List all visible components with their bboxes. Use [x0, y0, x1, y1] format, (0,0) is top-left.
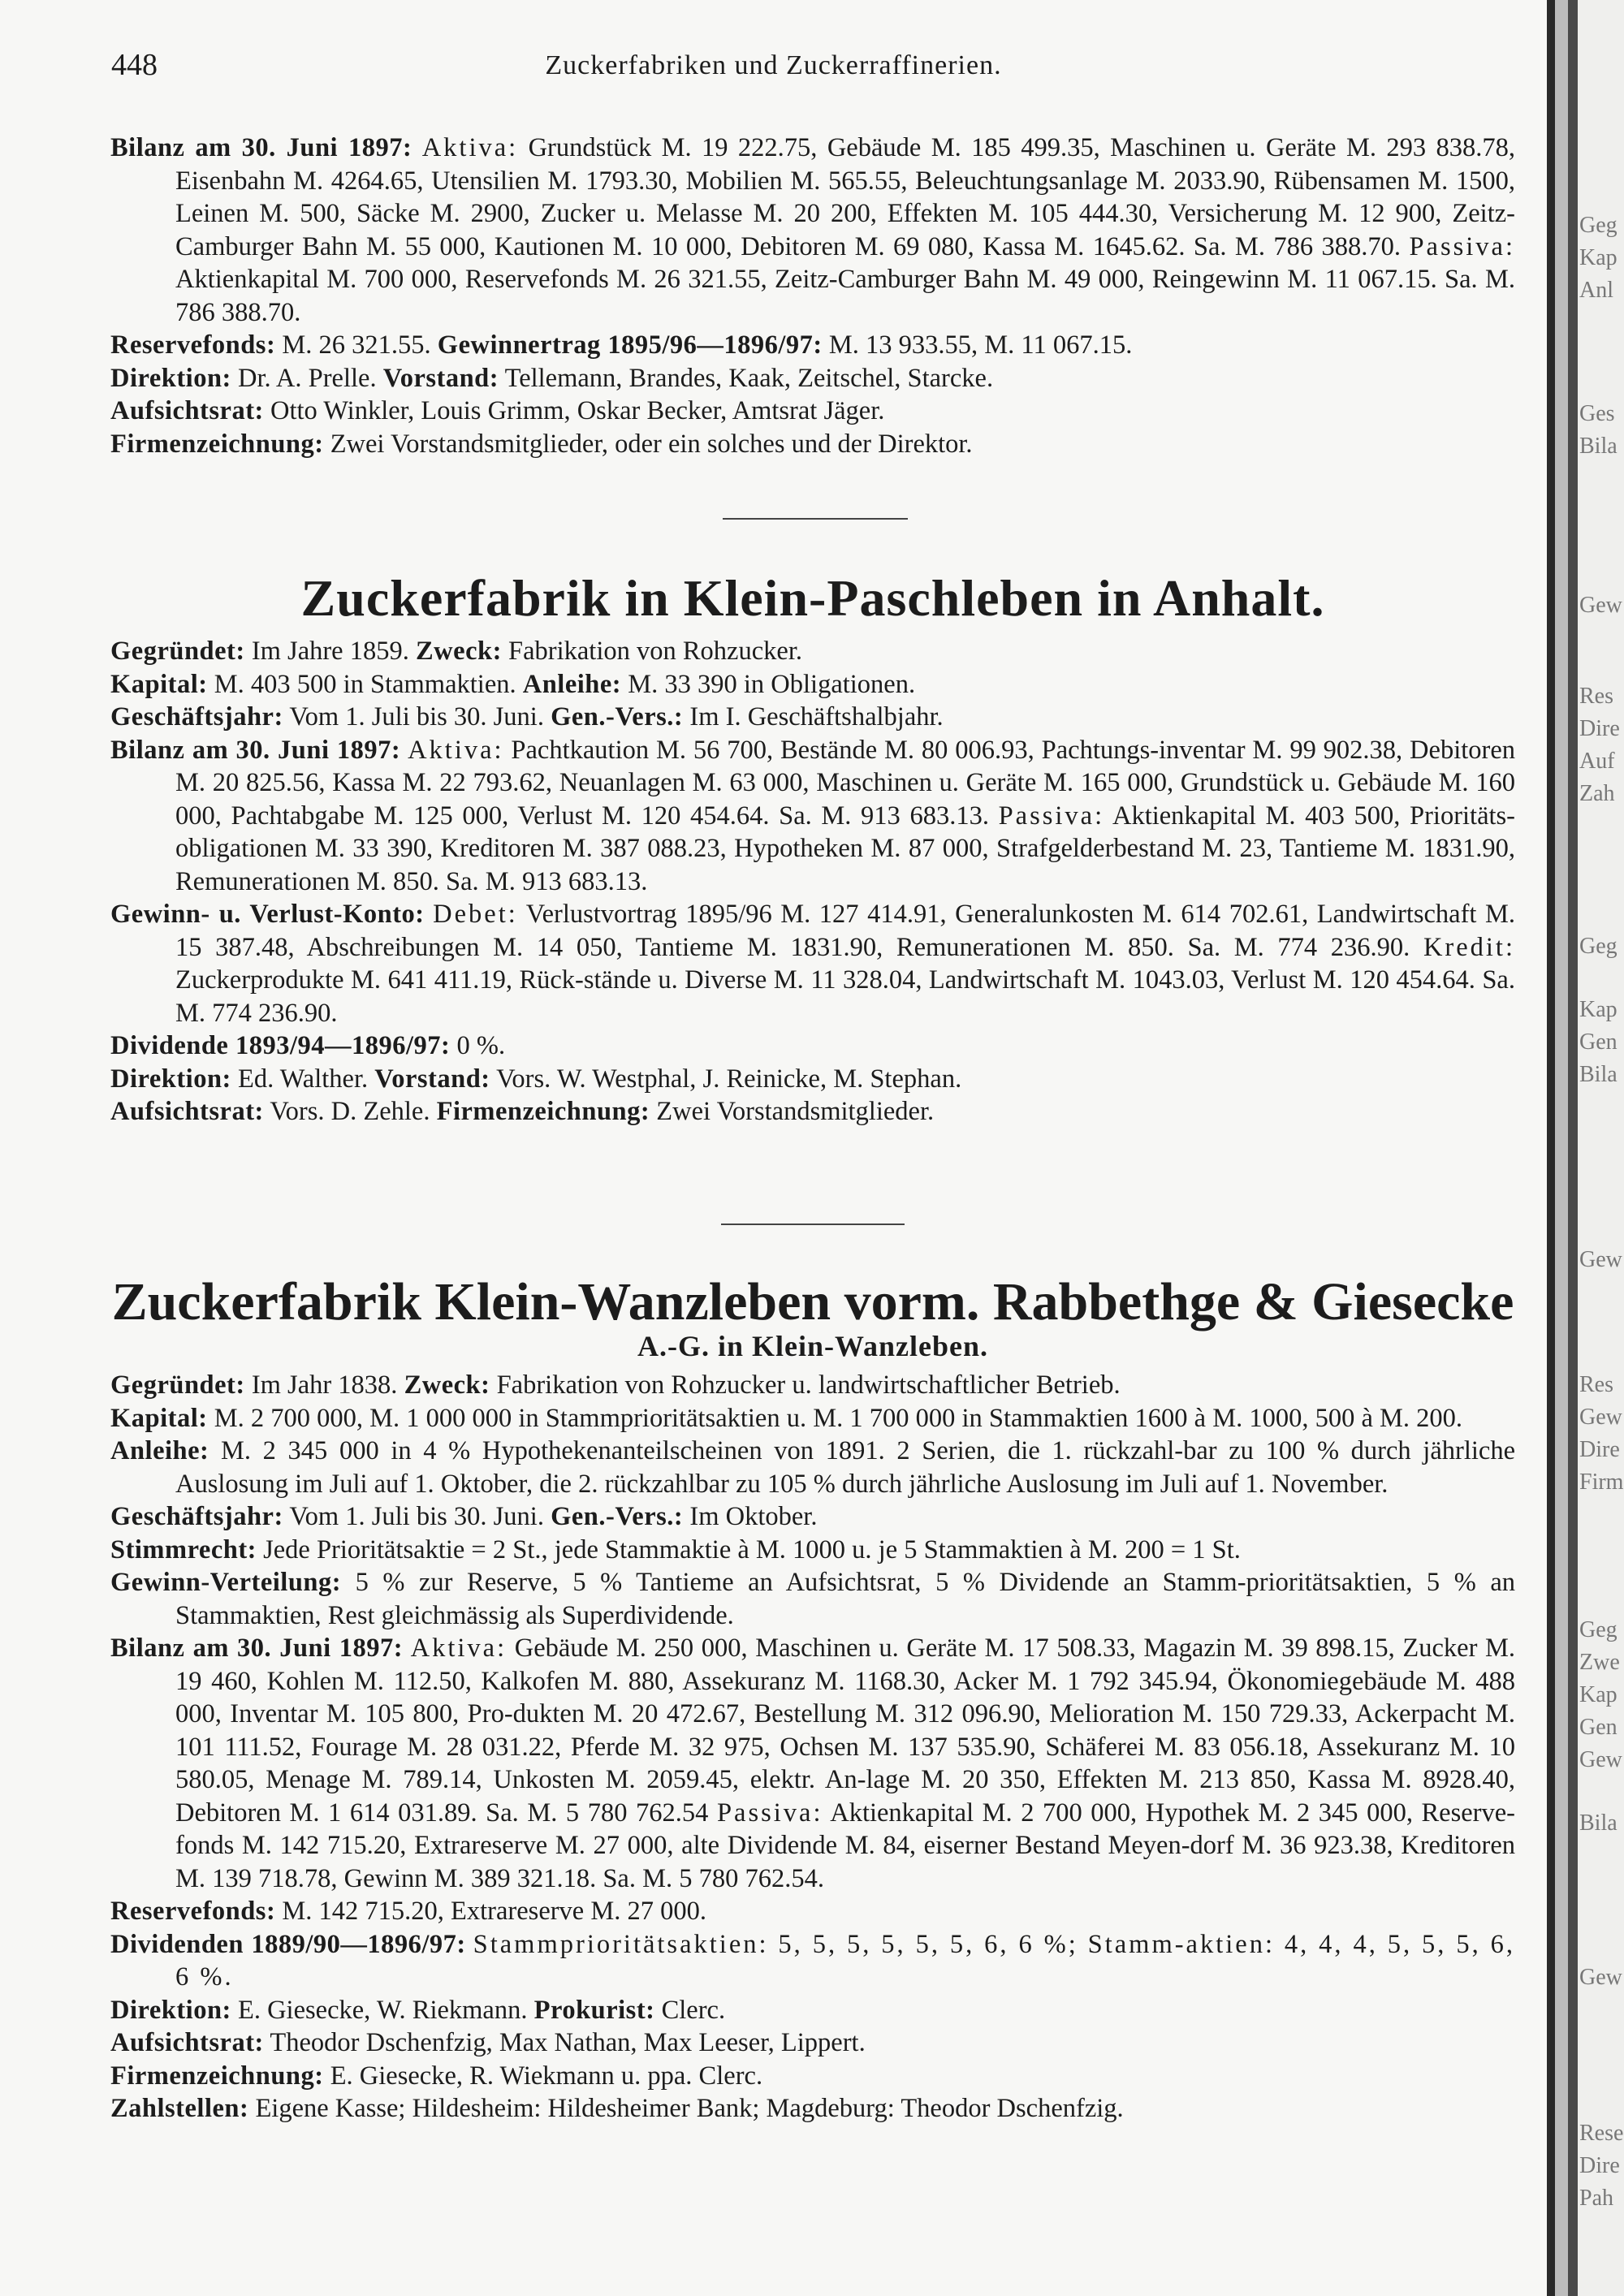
neighbor-fragment: Gew: [1579, 1747, 1622, 1772]
section-klein-paschleben: [110, 635, 1515, 1129]
neighbor-fragment: Gew: [1579, 593, 1622, 618]
page-gutter-shadow: [1547, 0, 1555, 2296]
bilanz-entry: Bilanz am 30. Juni 1897: Aktiva: Grundstück M. 19 222.75, Gebäude M. 185 499.35, Maschinen u. Geräte M. 293 838.78, Eisenbahn M. 4264.65, Utensilien M. 1793.30, Mobilien M. 565.55, Beleuchtungsanlage M. 2033.90, Rübensamen M. 1500, Leinen M. 500, Säcke M. 2900, Zucker u. Melasse M. 20 200, Effekten M. 105 444.30, Versicherung M. 12 900, Zeitz-Camburger Bahn M. 55 000, Kautionen M. 10 000, Debitoren M. 69 080, Kassa M. 1645.62. Sa. M. 786 388.70. Passiva: Aktienkapital M. 700 000, Reservefonds M. 26 321.55, Zeitz-Camburger Bahn M. 49 000, Reingewinn M. 11 067.15. Sa. M. 786 388.70.: [110, 133, 1516, 327]
aufsichtsrat-entry: Aufsichtsrat: Theodor Dschenfzig, Max Nathan, Max Leeser, Lippert.: [110, 2028, 866, 2057]
neighbor-fragment: Zah: [1579, 781, 1615, 806]
neighbor-fragment: Pah: [1579, 2186, 1613, 2211]
gewinnverteilung-entry: Gewinn-Verteilung: 5 % zur Reserve, 5 % Tantieme an Aufsichtsrat, 5 % Dividende an Stamm-prioritätsaktien, 5 % an Stammaktien, Rest gleichmässig als Superdividende.: [110, 1568, 1515, 1630]
neighbor-fragment: Bila: [1579, 1810, 1618, 1836]
dividende-entry: Dividende 1893/94—1896/97: 0 %.: [110, 1031, 506, 1060]
neighbor-fragment: Gen: [1579, 1715, 1618, 1740]
stimmrecht-entry: Stimmrecht: Jede Prioritätsaktie = 2 St., jede Stammaktie à M. 1000 u. je 5 Stammaktien à M. 200 = 1 St.: [110, 1534, 1241, 1564]
anleihe-entry: Anleihe: M. 2 345 000 in 4 % Hypothekenanteilscheinen von 1891. 2 Serien, die 1. rückzahl-bar zu 100 % durch jährliche Auslosung im Juli auf 1. Oktober, die 2. rückzahlbar zu 105 % durch jährliche Auslosung im Juli auf 1. November.: [110, 1436, 1515, 1499]
gegruendet-entry: Gegründet: Im Jahr 1838. Zweck: Fabrikation von Rohzucker u. landwirtschaftlicher Betrieb.: [110, 1370, 1121, 1400]
firmenzeichnung-entry: Firmenzeichnung: E. Giesecke, R. Wiekmann u. ppa. Clerc.: [110, 2061, 763, 2091]
section-divider: [723, 518, 908, 520]
reservefonds-entry: Reservefonds: M. 26 321.55. Gewinnertrag 1895/96—1896/97: M. 13 933.55, M. 11 067.15.: [110, 330, 1133, 360]
geschaeftsjahr-entry: Geschäftsjahr: Vom 1. Juli bis 30. Juni. Gen.-Vers.: Im I. Geschäftshalbjahr.: [110, 702, 944, 732]
adjacent-page-fragment: [1578, 0, 1624, 2296]
neighbor-fragment: Gew: [1579, 1965, 1622, 1990]
neighbor-fragment: Gen: [1579, 1029, 1618, 1055]
page-gutter: [1555, 0, 1568, 2296]
direktion-entry: Direktion: E. Giesecke, W. Riekmann. Prokurist: Clerc.: [110, 1995, 726, 2025]
neighbor-fragment: Geg: [1579, 934, 1618, 959]
neighbor-fragment: Bila: [1579, 434, 1618, 459]
neighbor-fragment: Dire: [1579, 1437, 1620, 1462]
direktion-entry: Direktion: Ed. Walther. Vorstand: Vors. W. Westphal, J. Reinicke, M. Stephan.: [110, 1064, 962, 1094]
neighbor-fragment: Ges: [1579, 401, 1615, 426]
running-title: Zuckerfabriken und Zuckerraffinerien.: [545, 50, 1002, 80]
aufsichtsrat-entry: Aufsichtsrat: Vors. D. Zehle. Firmenzeichnung: Zwei Vorstandsmitglieder.: [110, 1097, 935, 1126]
section-title-klein-wanzleben: Zuckerfabrik Klein-Wanzleben vorm. Rabbethge & Giesecke: [111, 1272, 1514, 1331]
neighbor-fragment: Dire: [1579, 2153, 1620, 2178]
section-subtitle-klein-wanzleben: A.-G. in Klein-Wanzleben.: [637, 1330, 989, 1362]
bilanz-entry: Bilanz am 30. Juni 1897: Aktiva: Gebäude M. 250 000, Maschinen u. Geräte M. 17 508.33, Magazin M. 39 898.15, Zucker M. 19 460, Kohlen M. 112.50, Kalkofen M. 880, Assekuranz M. 1168.30, Acker M. 1 792 345.94, Ökonomiegebäude M. 488 000, Inventar M. 105 800, Pro-dukten M. 20 472.67, Bestellung M. 312 096.90, Melioration M. 150 729.33, Ackerpacht M. 101 111.52, Fourage M. 28 031.22, Pferde M. 32 975, Ochsen M. 137 535.90, Schäferei M. 83 056.18, Assekuranz M. 10 580.05, Menage M. 789.14, Unkosten M. 2059.45, elektr. An-lage M. 20 350, Effekten M. 213 850, Kassa M. 8928.40, Debitoren M. 1 614 031.89. Sa. M. 5 780 762.54 Passiva: Aktienkapital M. 2 700 000, Hypothek M. 2 345 000, Reserve-fonds M. 142 715.20, Extrareserve M. 27 000, alte Dividende M. 84, eiserner Bestand Meyen-dorf M. 36 923.38, Kreditoren M. 139 718.78, Gewinn M. 389 321.18. Sa. M. 5 780 762.54.: [110, 1634, 1516, 1893]
section-previous-company: [110, 132, 1515, 460]
neighbor-fragment: Auf: [1579, 749, 1615, 774]
neighbor-fragment: Res: [1579, 1372, 1613, 1397]
kapital-entry: Kapital: M. 403 500 in Stammaktien. Anleihe: M. 33 390 in Obligationen.: [110, 669, 916, 699]
neighbor-fragment: Dire: [1579, 716, 1620, 741]
gewinn-verlust-entry: Gewinn- u. Verlust-Konto: Debet: Verlustvortrag 1895/96 M. 127 414.91, Generalunkosten M. 614 702.61, Landwirtschaft M. 15 387.48, Abschreibungen M. 14 050, Tantieme M. 1831.90, Remunerationen M. 850. Sa. M. 774 236.90. Kredit: Zuckerprodukte M. 641 411.19, Rück-stände u. Diverse M. 11 328.04, Landwirtschaft M. 1043.03, Verlust M. 120 454.64. Sa. M. 774 236.90.: [110, 900, 1516, 1028]
section-klein-wanzleben: [110, 1369, 1515, 2126]
neighbor-fragment: Rese: [1579, 2121, 1624, 2146]
neighbor-fragment: Bila: [1579, 1062, 1618, 1087]
neighbor-fragment: Zwe: [1579, 1650, 1620, 1675]
page-header: [0, 47, 1547, 88]
neighbor-fragment: Gew: [1579, 1405, 1622, 1430]
neighbor-fragment: Firm: [1579, 1470, 1624, 1495]
dividenden-entry: Dividenden 1889/90—1896/97: Stammprioritätsaktien: 5, 5, 5, 5, 5, 5, 6, 6 %; Stamm-aktien: 4, 4, 4, 5, 5, 5, 6, 6 %.: [110, 1929, 1516, 1992]
kapital-entry: Kapital: M. 2 700 000, M. 1 000 000 in Stammprioritätsaktien u. M. 1 700 000 in Stammaktien 1600 à M. 1000, 500 à M. 200.: [110, 1403, 1463, 1433]
neighbor-fragment: Gew: [1579, 1247, 1622, 1272]
firmenzeichnung-entry: Firmenzeichnung: Zwei Vorstandsmitglieder, oder ein solches und der Direktor.: [110, 429, 973, 459]
aufsichtsrat-entry: Aufsichtsrat: Otto Winkler, Louis Grimm, Oskar Becker, Amtsrat Jäger.: [110, 396, 885, 425]
neighbor-fragment: Kap: [1579, 997, 1618, 1022]
neighbor-fragment: Kap: [1579, 245, 1618, 270]
section-title-klein-paschleben: Zuckerfabrik in Klein-Paschleben in Anhalt.: [300, 569, 1325, 627]
neighbor-fragment: Geg: [1579, 1617, 1618, 1642]
neighbor-fragment: Geg: [1579, 213, 1618, 238]
geschaeftsjahr-entry: Geschäftsjahr: Vom 1. Juli bis 30. Juni. Gen.-Vers.: Im Oktober.: [110, 1502, 818, 1531]
neighbor-fragment: Res: [1579, 684, 1613, 709]
bilanz-entry: Bilanz am 30. Juni 1897: Aktiva: Pachtkaution M. 56 700, Bestände M. 80 006.93, Pachtungs-inventar M. 99 902.38, Debitoren M. 20 825.56, Kassa M. 22 793.62, Neuanlagen M. 63 000, Maschinen u. Geräte M. 165 000, Grundstück u. Gebäude M. 160 000, Pachtabgabe M. 125 000, Verlust M. 120 454.64. Sa. M. 913 683.13. Passiva: Aktienkapital M. 403 500, Prioritäts-obligationen M. 33 390, Kreditoren M. 387 088.23, Hypotheken M. 87 000, Strafgelderbestand M. 23, Tantieme M. 1831.90, Remunerationen M. 850. Sa. M. 913 683.13.: [110, 735, 1516, 896]
reservefonds-entry: Reservefonds: M. 142 715.20, Extrareserve M. 27 000.: [110, 1897, 707, 1926]
section-divider: [721, 1224, 905, 1225]
neighbor-fragment: Anl: [1579, 278, 1613, 303]
gegruendet-entry: Gegründet: Im Jahre 1859. Zweck: Fabrikation von Rohzucker.: [110, 637, 802, 666]
direktion-entry: Direktion: Dr. A. Prelle. Vorstand: Tellemann, Brandes, Kaak, Zeitschel, Starcke.: [110, 363, 994, 393]
neighbor-fragment: Kap: [1579, 1682, 1618, 1707]
page-number: 448: [111, 48, 158, 82]
zahlstellen-entry: Zahlstellen: Eigene Kasse; Hildesheim: Hildesheimer Bank; Magdeburg: Theodor Dschenfzig.: [110, 2094, 1124, 2123]
page-gutter-edge: [1568, 0, 1578, 2296]
